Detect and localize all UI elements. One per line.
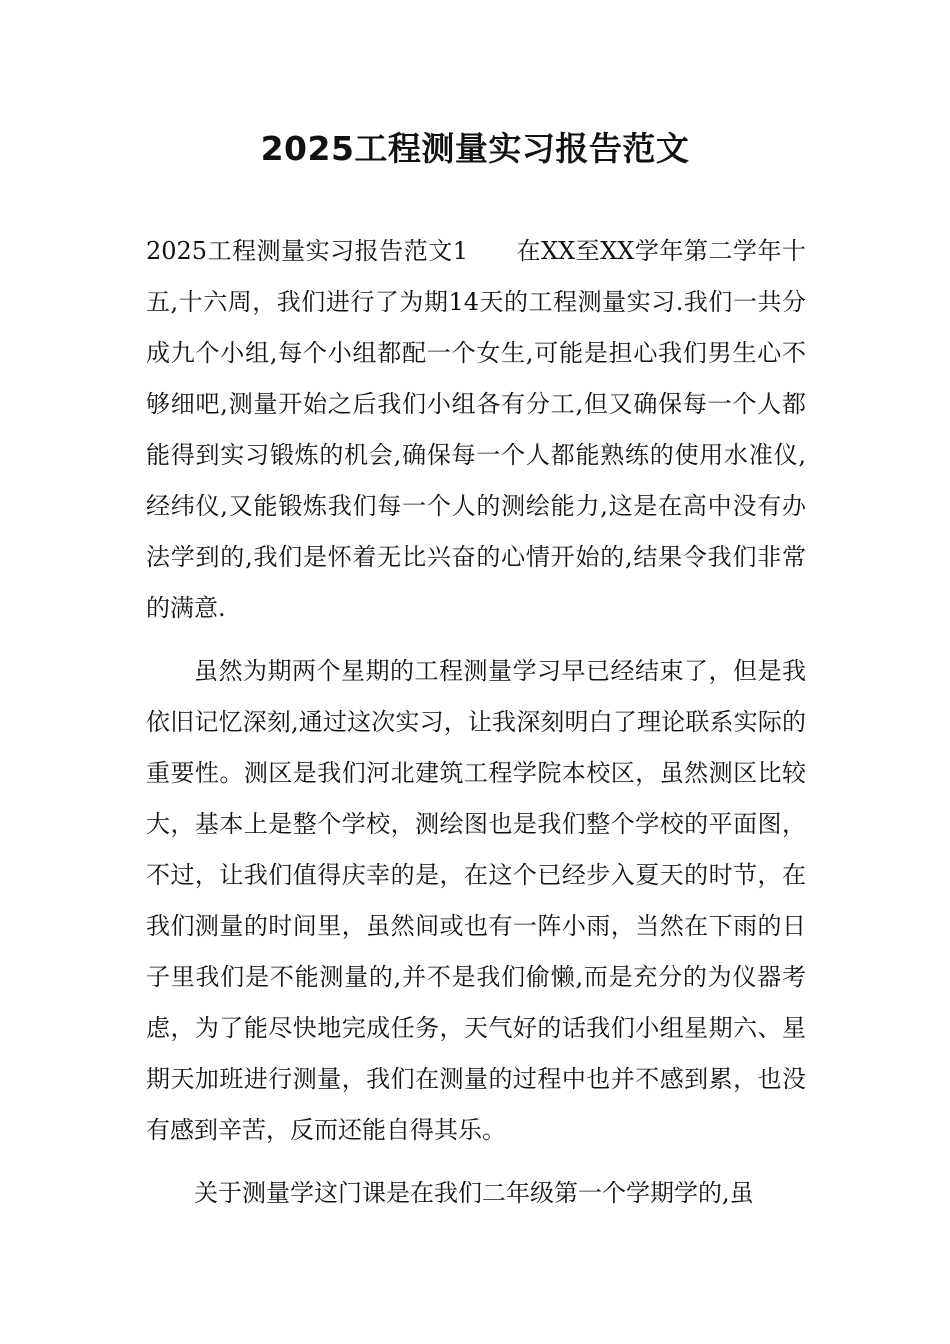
paragraph-2: 虽然为期两个星期的工程测量学习早已经结束了，但是我依旧记忆深刻,通过这次实习，让我深刻明白了理论联系实际的重要性。测区是我们河北建筑工程学院本校区，虽然测区比较大，基本上是整个学校，测绘图也是我们整个学校的平面图，不过，让我们值得庆幸的是，在这个已经步入夏天的时节，在我们测量的时间里，虽然间或也有一阵小雨，当然在下雨的日子里我们是不能测量的,并不是我们偷懒,而是充分的为仪器考虑，为了能尽快地完成任务，天气好的话我们小组星期六、星期天加班进行测量，我们在测量的过程中也并不感到累，也没有感到辛苦，反而还能自得其乐。: [146, 657, 806, 1144]
section-heading: 2025工程测量实习报告范文1: [146, 237, 468, 265]
document-title: 2025工程测量实习报告范文: [260, 129, 690, 168]
paragraph-1-text: 在XX至XX学年第二学年十五,十六周，我们进行了为期14天的工程测量实习.我们一共分成九个小组,每个小组都配一个女生,可能是担心我们男生心不够细吧,测量开始之后我们小组各有分工,但又确保每一个人都能得到实习锻炼的机会,确保每一个人都能熟练的使用水准仪,经纬仪,又能锻炼我们每一个人的测绘能力,这是在高中没有办法学到的,我们是怀着无比兴奋的心情开始的,结果令我们非常的满意.: [146, 237, 806, 622]
paragraph-3: 关于测量学这门课是在我们二年级第一个学期学的,虽: [194, 1179, 754, 1207]
document-body: [146, 226, 806, 1231]
paragraph-1: [146, 226, 806, 634]
